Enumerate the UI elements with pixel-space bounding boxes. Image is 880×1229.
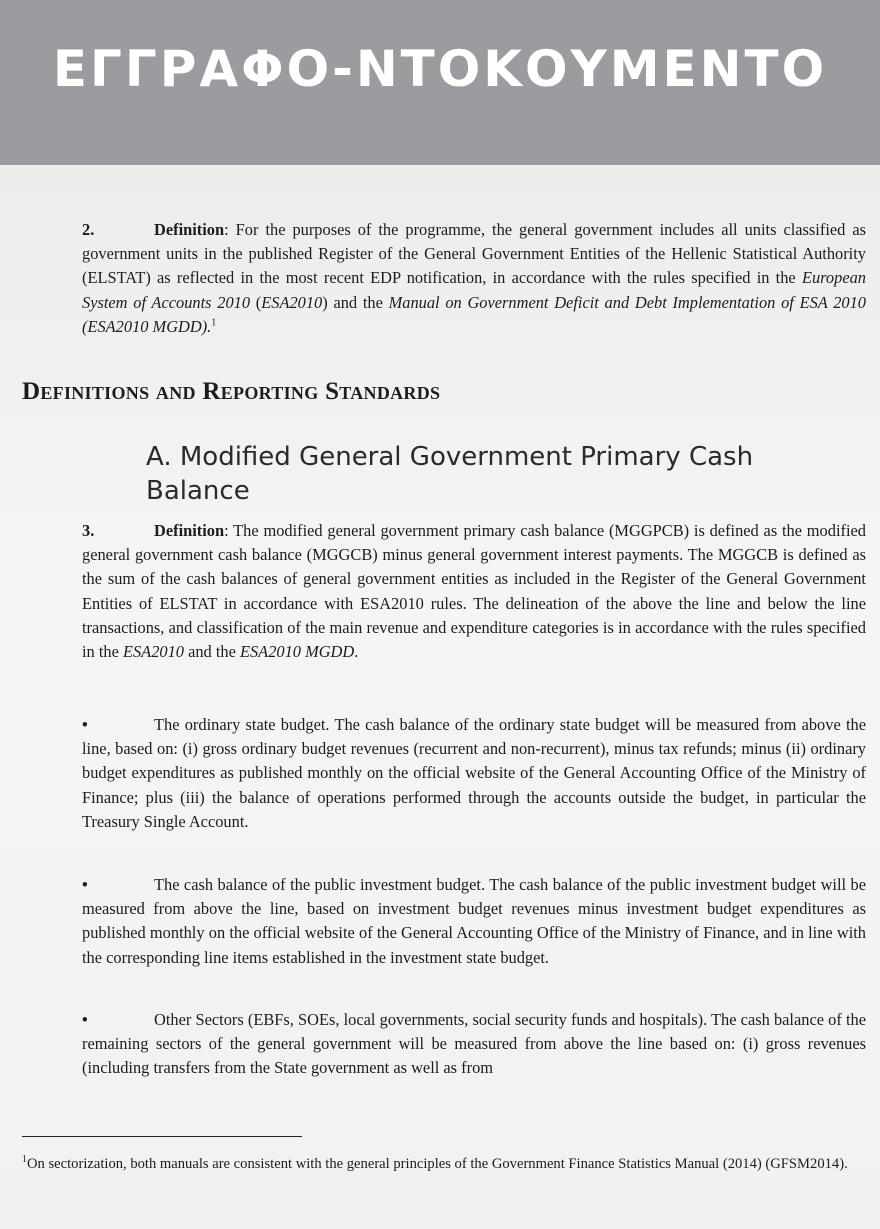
- bullet-marker: •: [82, 875, 88, 894]
- paragraph-italic: Manual on Government Deficit and Debt Implementation of ESA 2010 (ESA2010 MGDD).: [82, 292, 867, 336]
- bullet-marker: •: [82, 715, 88, 734]
- banner-title: ΕΓΓΡΑΦΟ-ΝΤΟΚΟΥΜΕΝΤΟ: [52, 40, 828, 98]
- paragraph-lead: Definition: [154, 220, 225, 239]
- paragraph-italic: ESA2010 MGDD: [239, 642, 355, 662]
- footnote-number: 1: [22, 1154, 27, 1166]
- header-banner: [0, 0, 880, 165]
- bullet-other-sectors: [82, 1008, 866, 1081]
- bullet-text: Other Sectors (EBFs, SOEs, local governments, social security funds and hospitals). The cash balance of the remaining sectors of the general government will be measured from above the line based on: (i) gross revenues (including transfers from the State government as well as from: [82, 1010, 866, 1078]
- paragraph-text: ) and the: [322, 292, 389, 312]
- paragraph-text: .: [354, 642, 359, 662]
- footnote-reference[interactable]: 1: [211, 317, 217, 329]
- footnote: [22, 1153, 868, 1175]
- paragraph-text: : The modified general government primary cash balance (MGGPCB) is defined as the modified general government cash balance (MGGCB) minus general government interest payments. The MGGCB is defined as the sum of the cash balances of general government entities as included in the Register of the General Government Entities of ELSTAT in accordance with ESA2010 rules. The delineation of the above the line and below the line transactions, and classification of the main revenue and expenditure categories is in accordance with the rules specified in the: [82, 521, 866, 662]
- paragraph-2: [82, 218, 866, 339]
- paragraph-text: and the: [183, 642, 240, 662]
- subsection-heading: A. Modified General Government Primary Cash Balance: [146, 442, 754, 506]
- paragraph-number: 3.: [82, 521, 95, 540]
- bullet-marker: •: [82, 1010, 88, 1029]
- paragraph-number: 2.: [82, 220, 95, 239]
- footnote-divider: [22, 1136, 302, 1137]
- bullet-text: The cash balance of the public investment budget. The cash balance of the public investment budget will be measured from above the line, based on investment budget revenues minus investment budget expenditures as published monthly on the official website of the General Accounting Office of the Ministry of Finance, and in line with the corresponding line items established in the investment state budget.: [82, 875, 866, 967]
- bullet-ordinary-state-budget: [82, 713, 866, 834]
- paragraph-lead: Definition: [154, 521, 225, 540]
- paragraph-3: [82, 519, 866, 664]
- section-heading: Definitions and Reporting Standards: [22, 378, 441, 405]
- paragraph-italic: European System of Accounts 2010: [82, 268, 866, 312]
- paragraph-italic: ESA2010: [261, 292, 323, 312]
- paragraph-text: : For the purposes of the programme, the general government includes all units classified as government units in the published Register of the General Government Entities of the Hellenic Statistical Authority (ELSTAT) as reflected in the most recent EDP notification, in accordance with the rules specified in the: [82, 220, 866, 288]
- bullet-public-investment-budget: [82, 873, 866, 970]
- paragraph-text: (: [250, 292, 262, 312]
- paragraph-italic: ESA2010: [122, 642, 184, 662]
- bullet-text: The ordinary state budget. The cash balance of the ordinary state budget will be measured from above the line, based on: (i) gross ordinary budget revenues (recurrent and non-recurrent), minus tax refunds; minus (ii) ordinary budget expenditures as published monthly on the official website of the General Accounting Office of the Ministry of Finance; plus (iii) the balance of operations performed through the accounts outside the budget, in particular the Treasury Single Account.: [82, 715, 866, 831]
- footnote-text: On sectorization, both manuals are consistent with the general principles of the Government Finance Statistics Manual (2014) (GFSM2014).: [27, 1156, 848, 1172]
